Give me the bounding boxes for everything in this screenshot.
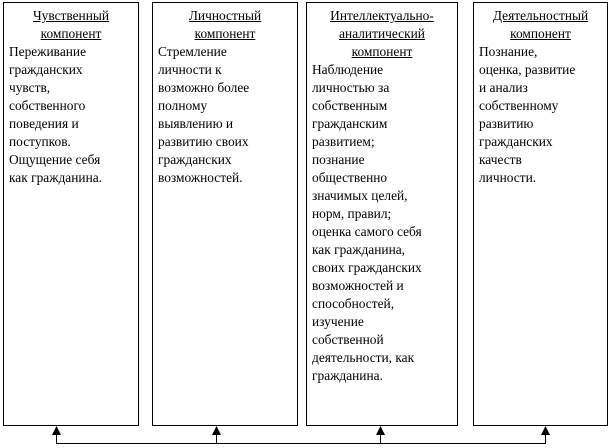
component-title: Деятельностный компонент bbox=[492, 8, 589, 41]
arrow-up-icon bbox=[376, 426, 385, 435]
arrow-up-icon bbox=[52, 426, 61, 435]
component-description: Переживание гражданских чувств, собственного поведения и поступков. Ощущение себя как гражданина. bbox=[9, 44, 103, 185]
component-description: Познание, оценка, развитие и анализ собственному развитию гражданских качеств личности. bbox=[479, 44, 576, 185]
component-title: Личностный компонент bbox=[188, 8, 262, 41]
component-title: Интеллектуально- аналитический компонент bbox=[330, 8, 434, 59]
arrow-up-icon bbox=[541, 426, 550, 435]
component-description: Стремление личности к возможно более полному выявлению и развитию своих гражданских возможностей. bbox=[158, 44, 250, 185]
arrow-up-icon bbox=[212, 426, 221, 435]
component-title: Чувственный компонент bbox=[32, 8, 110, 41]
component-description: Наблюдение личностью за собственным гражданским развитием; познание общественно значимых целей, норм, правил; оценка самого себя как гражданина, своих гражданских возможностей и способностей, изучение собственной деятельности, как гражданина. bbox=[312, 62, 422, 383]
